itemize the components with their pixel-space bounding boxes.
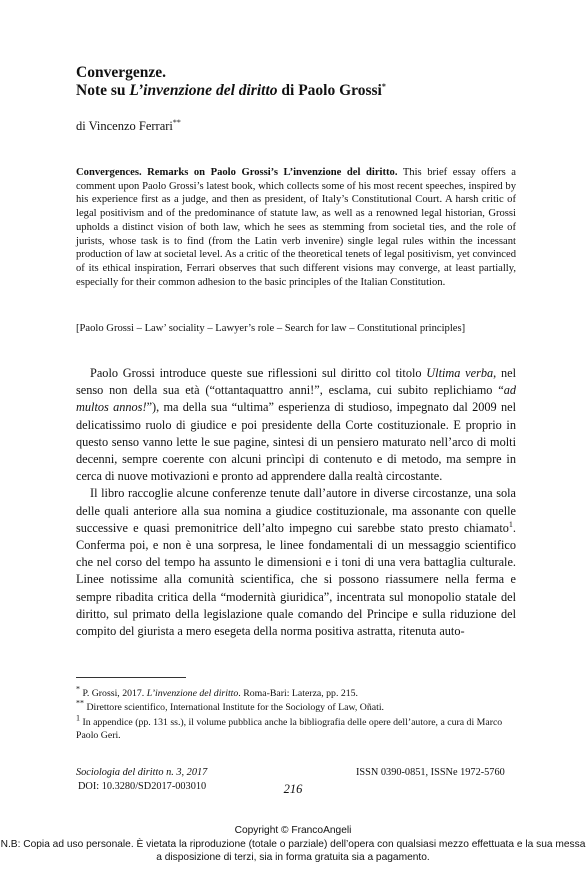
journal-citation: Sociologia del diritto n. 3, 2017	[76, 767, 208, 778]
footnote-rule	[76, 677, 186, 678]
abstract-text: This brief essay offers a comment upon Paolo Grossi’s latest book, which collects some of his most recent speeches, inspired by his experience first as a judge, and then as president, of Italy’s Constitutional Court. A harsh critic of legal positivism and of the predominance of statute law, as well as a renowned legal historian, Grossi upholds a distinct vision of both law, which he sees as stemming from societal ties, and the role of jurists, whose task is to find (from the Latin verb invenire) single legal rules within the incessant production of law at societal level. As a critic of the theoretical tenets of legal positivism, yet convinced of its ethical inspiration, Ferrari observes that such different visions may converge, at least partially, especially for their common adhesion to the basic principles of the Italian Constitution.	[76, 167, 516, 288]
paragraph-1: Paolo Grossi introduce queste sue riflessioni sul diritto col titolo Ultima verba, nel senso non della sua età (“ottantaquattro anni!”, esclama, cui subito replichiamo “ad multos annos!”), ma della sua “ultima” esperienza di studioso, impegnato dal 2009 nel delicatissimo ruolo di giudice e poi presidente della Corte costituzionale. E proprio in questo senso vanno lette le sue pagine, sintesi di un pensiero maturato nell’arco di molti decenni, sempre coerente con alcuni princìpi di contenuto e di metodo, ma sempre in cerca di nuove motivazioni e pronto ad apprendere dalla realtà circostante.	[76, 366, 517, 484]
author-name: di Vincenzo Ferrari	[76, 119, 173, 133]
title-line-2-post: di Paolo Grossi	[277, 82, 382, 99]
footnote-2: ** Direttore scientifico, International Institute for the Sociology of Law, Oñati.	[76, 698, 384, 713]
footnote-ref-1: 1	[508, 519, 513, 529]
author-footnote-mark: **	[172, 117, 181, 127]
title-line-2-pre: Note su	[76, 82, 130, 99]
keywords: [Paolo Grossi – Law’ sociality – Lawyer’s role – Search for law – Constitutional principles]	[76, 323, 466, 334]
copyright-note: N.B: Copia ad uso personale. È vietata la riproduzione (totale o parziale) dell’opera con qualsiasi mezzo effettuata e la sua messa a disposizione di terzi, sia in forma gratuita sia a pagamento.	[0, 839, 586, 863]
body-text	[76, 365, 516, 640]
paragraph-2: Il libro raccoglie alcune conferenze tenute dall’autore in diverse circostanze, una sola delle quali anteriore alla sua nomina a giudice costituzionale, ma assonante con quelle successive e quasi premonitrice dell’alto impegno cui sarebbe stato presto chiamato$^1$. Conferma poi, e non è una sorpresa, le linee fondamentali di un messaggio scientifico che nel corso del tempo ha assunto le dimensioni e i toni di una vera battaglia culturale. Linee notissime alla comunità scientifica, che si possono riassumere nella ferma e sempre ribadita critica della “modernità giuridica”, incentrata sul monopolio statale del diritto, sul primato della legislazione quale comando del Principe e sulla riduzione del compito del giurista a mero esegeta della norma positiva astratta, ritenuta auto-	[76, 486, 516, 639]
abstract	[76, 166, 516, 289]
abstract-heading: Convergences. Remarks on Paolo Grossi’s L’invenzione del diritto.	[76, 167, 398, 178]
copyright-line: Copyright © FrancoAngeli	[234, 825, 352, 836]
article-title	[76, 64, 386, 100]
footnote-1: * P. Grossi, 2017. L’invenzione del diritto. Roma-Bari: Laterza, pp. 215.	[76, 684, 358, 699]
issn: ISSN 0390-0851, ISSNe 1972-5760	[356, 767, 505, 778]
title-italic-1: L’invenzione	[129, 82, 213, 99]
author-byline	[76, 119, 181, 134]
footnote-3: $^1$ In appendice (pp. 131 ss.), il volume pubblica anche la bibliografia delle opere dell’autore, a cura di Marco Paolo Geri.	[76, 713, 503, 741]
title-line-1: Convergenze.	[76, 64, 166, 81]
page-number: 216	[283, 782, 303, 796]
doi: DOI: 10.3280/SD2017-003010	[78, 781, 207, 792]
title-footnote-mark: *	[381, 81, 386, 91]
title-italic-2: del diritto	[215, 82, 278, 99]
